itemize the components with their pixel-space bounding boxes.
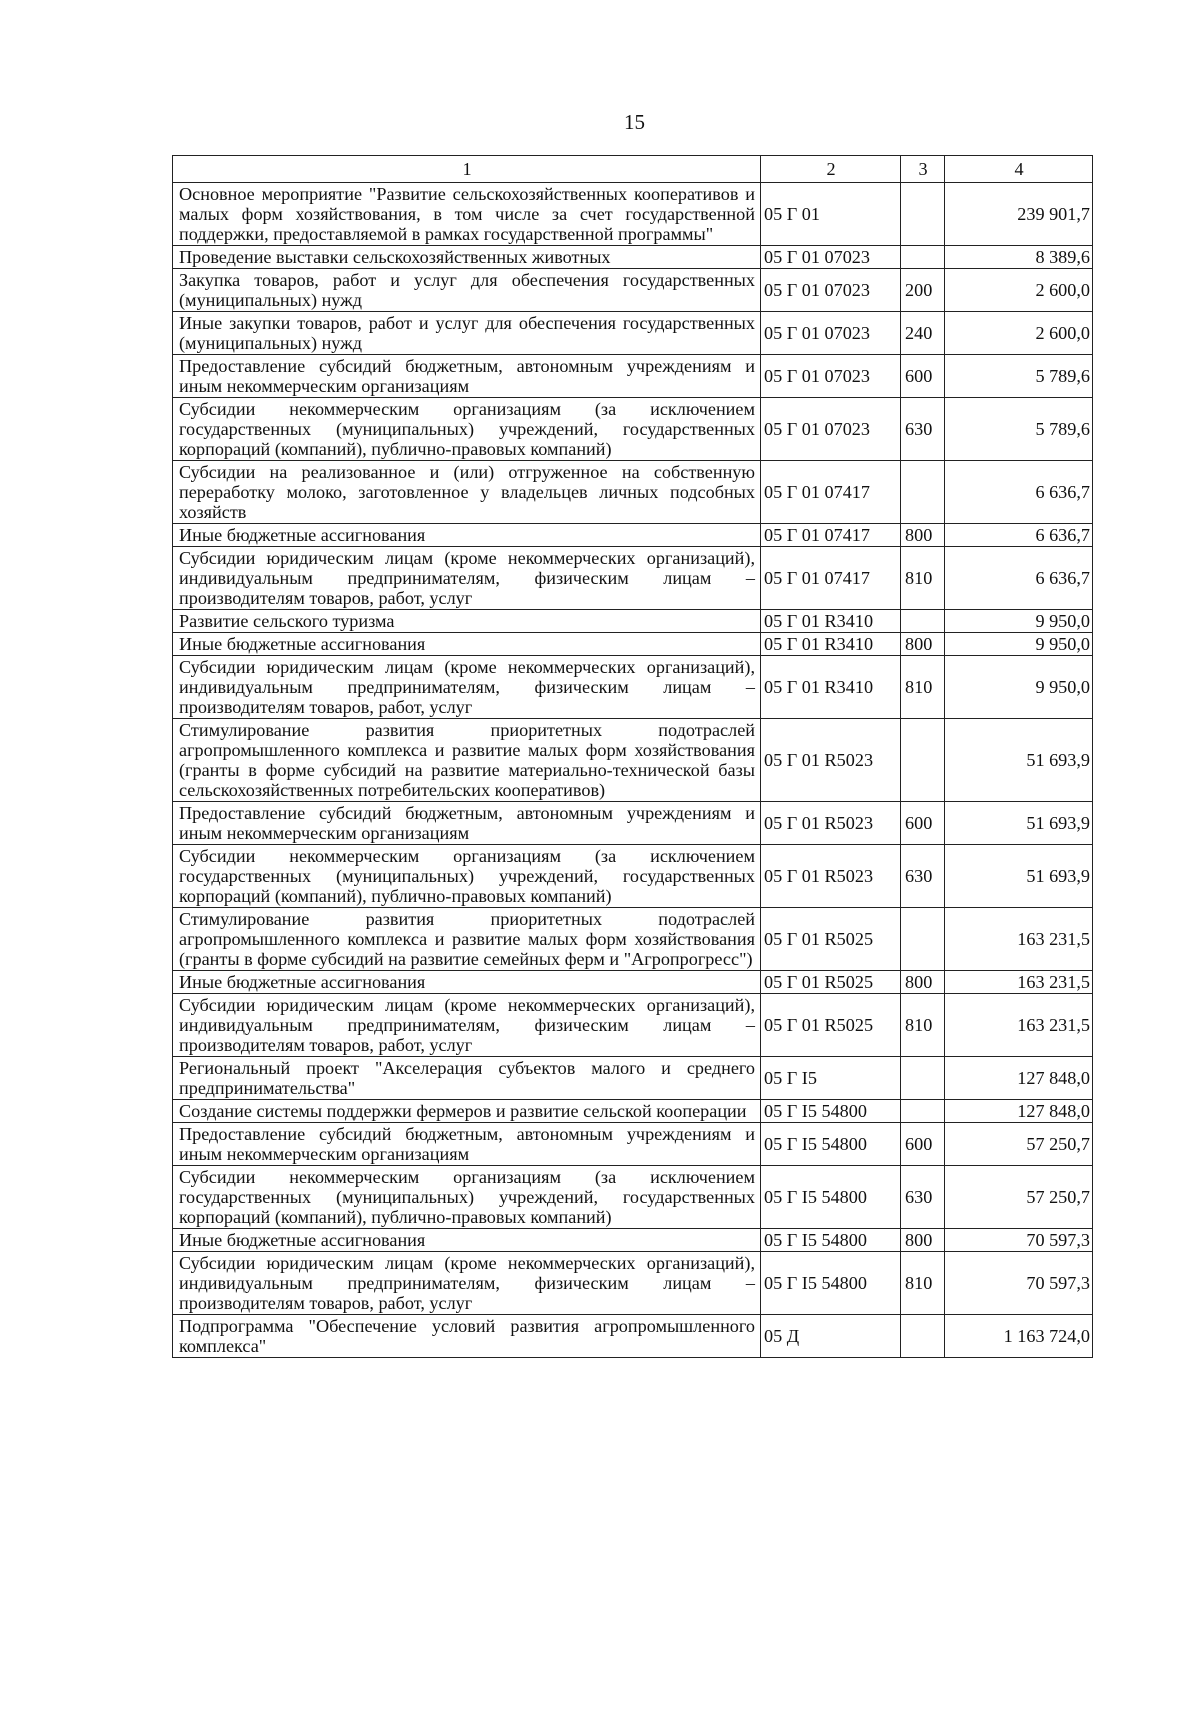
row-code: 05 Г 01 R3410 — [761, 610, 901, 633]
table-row — [173, 183, 1093, 246]
table-row — [173, 1166, 1093, 1229]
row-code: 05 Г 01 R5025 — [761, 994, 901, 1057]
row-name: Субсидии юридическим лицам (кроме некоммерческих организаций), индивидуальным предпринимателям, физическим лицам – производителям товаров, работ, услуг — [173, 656, 761, 719]
row-expense-type — [901, 461, 945, 524]
row-code: 05 Г 01 R5025 — [761, 971, 901, 994]
row-code: 05 Г 01 07023 — [761, 312, 901, 355]
table-row — [173, 994, 1093, 1057]
row-expense-type: 240 — [901, 312, 945, 355]
row-expense-type — [901, 1100, 945, 1123]
row-code: 05 Д — [761, 1315, 901, 1358]
row-amount: 51 693,9 — [945, 845, 1093, 908]
row-code: 05 Г 01 R3410 — [761, 633, 901, 656]
row-expense-type: 600 — [901, 355, 945, 398]
row-code: 05 Г I5 54800 — [761, 1229, 901, 1252]
row-expense-type: 200 — [901, 269, 945, 312]
row-name: Субсидии некоммерческим организациям (за исключением государственных (муниципальных) учреждений, государственных корпораций (компаний), публично-правовых компаний) — [173, 845, 761, 908]
table-row — [173, 1252, 1093, 1315]
row-amount: 9 950,0 — [945, 633, 1093, 656]
table-row — [173, 971, 1093, 994]
row-code: 05 Г 01 07023 — [761, 269, 901, 312]
row-amount: 6 636,7 — [945, 461, 1093, 524]
row-code: 05 Г 01 07023 — [761, 398, 901, 461]
header-col-2: 2 — [761, 156, 901, 183]
row-name: Иные закупки товаров, работ и услуг для обеспечения государственных (муниципальных) нужд — [173, 312, 761, 355]
row-code: 05 Г 01 07417 — [761, 461, 901, 524]
row-amount: 127 848,0 — [945, 1100, 1093, 1123]
row-amount: 163 231,5 — [945, 994, 1093, 1057]
table-row — [173, 1057, 1093, 1100]
row-amount: 163 231,5 — [945, 971, 1093, 994]
row-expense-type: 810 — [901, 994, 945, 1057]
table-row — [173, 312, 1093, 355]
row-name: Субсидии юридическим лицам (кроме некоммерческих организаций), индивидуальным предпринимателям, физическим лицам – производителям товаров, работ, услуг — [173, 994, 761, 1057]
row-expense-type: 810 — [901, 656, 945, 719]
row-code: 05 Г 01 R5025 — [761, 908, 901, 971]
row-amount: 6 636,7 — [945, 547, 1093, 610]
row-name: Предоставление субсидий бюджетным, автономным учреждениям и иным некоммерческим организациям — [173, 802, 761, 845]
row-code: 05 Г 01 R5023 — [761, 719, 901, 802]
row-name: Иные бюджетные ассигнования — [173, 971, 761, 994]
row-expense-type: 800 — [901, 633, 945, 656]
row-code: 05 Г I5 54800 — [761, 1252, 901, 1315]
table-row — [173, 719, 1093, 802]
row-expense-type — [901, 183, 945, 246]
table-row — [173, 398, 1093, 461]
header-col-1: 1 — [173, 156, 761, 183]
row-expense-type: 630 — [901, 1166, 945, 1229]
table-row — [173, 461, 1093, 524]
table-row — [173, 633, 1093, 656]
row-expense-type — [901, 1315, 945, 1358]
page-number: 15 — [624, 110, 645, 134]
table-row — [173, 246, 1093, 269]
row-amount: 2 600,0 — [945, 312, 1093, 355]
row-name: Стимулирование развития приоритетных подотраслей агропромышленного комплекса и развитие малых форм хозяйствования (гранты в форме субсидий на развитие семейных ферм и "Агропрогресс") — [173, 908, 761, 971]
table-row — [173, 610, 1093, 633]
header-row — [173, 156, 1093, 183]
row-expense-type: 800 — [901, 524, 945, 547]
table-row — [173, 1123, 1093, 1166]
header-col-3: 3 — [901, 156, 945, 183]
row-code: 05 Г 01 07023 — [761, 355, 901, 398]
table-row — [173, 355, 1093, 398]
row-name: Иные бюджетные ассигнования — [173, 524, 761, 547]
table-row — [173, 1229, 1093, 1252]
row-expense-type: 630 — [901, 845, 945, 908]
table-row — [173, 802, 1093, 845]
table-body — [173, 183, 1093, 1358]
row-name: Субсидии юридическим лицам (кроме некоммерческих организаций), индивидуальным предпринимателям, физическим лицам – производителям товаров, работ, услуг — [173, 547, 761, 610]
row-amount: 2 600,0 — [945, 269, 1093, 312]
row-code: 05 Г I5 — [761, 1057, 901, 1100]
row-expense-type: 810 — [901, 1252, 945, 1315]
row-name: Подпрограмма "Обеспечение условий развития агропромышленного комплекса" — [173, 1315, 761, 1358]
row-expense-type: 600 — [901, 1123, 945, 1166]
table-row — [173, 269, 1093, 312]
row-amount: 51 693,9 — [945, 802, 1093, 845]
header-col-4: 4 — [945, 156, 1093, 183]
table-row — [173, 1315, 1093, 1358]
row-amount: 70 597,3 — [945, 1252, 1093, 1315]
row-name: Региональный проект "Акселерация субъектов малого и среднего предпринимательства" — [173, 1057, 761, 1100]
table-row — [173, 547, 1093, 610]
row-name: Проведение выставки сельскохозяйственных животных — [173, 246, 761, 269]
row-amount: 8 389,6 — [945, 246, 1093, 269]
table-row — [173, 845, 1093, 908]
row-expense-type — [901, 908, 945, 971]
row-name: Закупка товаров, работ и услуг для обеспечения государственных (муниципальных) нужд — [173, 269, 761, 312]
row-name: Основное мероприятие "Развитие сельскохозяйственных кооперативов и малых форм хозяйствования, в том числе за счет государственной поддержки, предоставляемой в рамках государственной программы" — [173, 183, 761, 246]
row-expense-type: 630 — [901, 398, 945, 461]
row-expense-type: 800 — [901, 971, 945, 994]
row-code: 05 Г 01 07417 — [761, 547, 901, 610]
row-amount: 57 250,7 — [945, 1166, 1093, 1229]
row-amount: 9 950,0 — [945, 610, 1093, 633]
table-row — [173, 908, 1093, 971]
row-name: Иные бюджетные ассигнования — [173, 633, 761, 656]
table-row — [173, 1100, 1093, 1123]
row-expense-type — [901, 719, 945, 802]
row-amount: 51 693,9 — [945, 719, 1093, 802]
row-expense-type: 600 — [901, 802, 945, 845]
row-code: 05 Г I5 54800 — [761, 1100, 901, 1123]
table-row — [173, 656, 1093, 719]
row-code: 05 Г 01 07023 — [761, 246, 901, 269]
row-amount: 239 901,7 — [945, 183, 1093, 246]
row-amount: 127 848,0 — [945, 1057, 1093, 1100]
row-name: Создание системы поддержки фермеров и развитие сельской кооперации — [173, 1100, 761, 1123]
row-amount: 5 789,6 — [945, 398, 1093, 461]
row-expense-type — [901, 246, 945, 269]
row-code: 05 Г I5 54800 — [761, 1166, 901, 1229]
row-name: Субсидии некоммерческим организациям (за исключением государственных (муниципальных) учреждений, государственных корпораций (компаний), публично-правовых компаний) — [173, 1166, 761, 1229]
row-name: Субсидии на реализованное и (или) отгруженное на собственную переработку молоко, заготовленное у владельцев личных подсобных хозяйств — [173, 461, 761, 524]
row-code: 05 Г 01 R3410 — [761, 656, 901, 719]
row-name: Развитие сельского туризма — [173, 610, 761, 633]
row-name: Субсидии юридическим лицам (кроме некоммерческих организаций), индивидуальным предпринимателям, физическим лицам – производителям товаров, работ, услуг — [173, 1252, 761, 1315]
row-name: Предоставление субсидий бюджетным, автономным учреждениям и иным некоммерческим организациям — [173, 355, 761, 398]
row-code: 05 Г 01 R5023 — [761, 845, 901, 908]
row-expense-type: 810 — [901, 547, 945, 610]
table-row — [173, 524, 1093, 547]
row-amount: 70 597,3 — [945, 1229, 1093, 1252]
row-amount: 5 789,6 — [945, 355, 1093, 398]
row-code: 05 Г I5 54800 — [761, 1123, 901, 1166]
row-expense-type — [901, 610, 945, 633]
budget-table — [172, 155, 1093, 1358]
row-name: Стимулирование развития приоритетных подотраслей агропромышленного комплекса и развитие малых форм хозяйствования (гранты в форме субсидий на развитие материально-технической базы сельскохозяйственных потребительских кооперативов) — [173, 719, 761, 802]
row-amount: 9 950,0 — [945, 656, 1093, 719]
row-code: 05 Г 01 07417 — [761, 524, 901, 547]
row-name: Субсидии некоммерческим организациям (за исключением государственных (муниципальных) учреждений, государственных корпораций (компаний), публично-правовых компаний) — [173, 398, 761, 461]
row-name: Предоставление субсидий бюджетным, автономным учреждениям и иным некоммерческим организациям — [173, 1123, 761, 1166]
row-code: 05 Г 01 — [761, 183, 901, 246]
row-amount: 57 250,7 — [945, 1123, 1093, 1166]
row-name: Иные бюджетные ассигнования — [173, 1229, 761, 1252]
row-amount: 1 163 724,0 — [945, 1315, 1093, 1358]
row-code: 05 Г 01 R5023 — [761, 802, 901, 845]
row-expense-type: 800 — [901, 1229, 945, 1252]
row-expense-type — [901, 1057, 945, 1100]
row-amount: 163 231,5 — [945, 908, 1093, 971]
row-amount: 6 636,7 — [945, 524, 1093, 547]
